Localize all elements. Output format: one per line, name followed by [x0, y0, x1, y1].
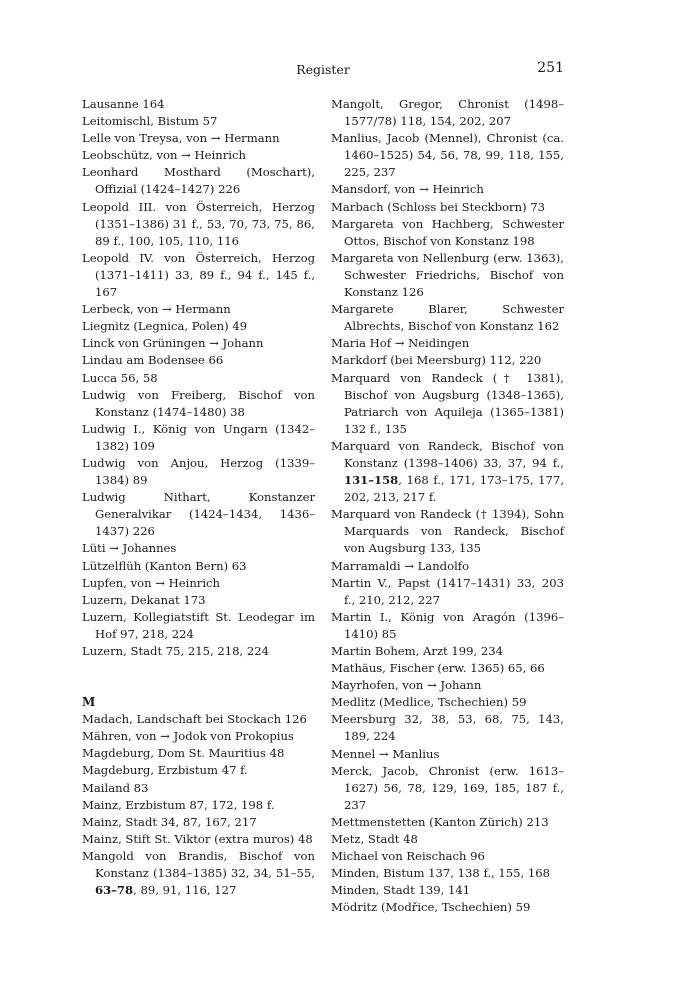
running-head: Register	[296, 62, 350, 77]
index-entry: Marramaldi → Landolfo	[331, 558, 470, 573]
index-entry: Marquard von Randeck († 1394), Sohn Marquards von Randeck, Bischof von Augsburg 133, 135	[331, 507, 564, 556]
index-entry: Luzern, Stadt 75, 215, 218, 224	[82, 644, 270, 658]
page-number: 251	[537, 60, 564, 76]
index-entry: Lelle von Treysa, von → Hermann	[82, 131, 280, 146]
left-entries-a	[82, 96, 315, 660]
index-entry: Lerbeck, von → Hermann	[82, 302, 231, 317]
letter-heading: M	[82, 695, 96, 710]
index-entry: Mainz, Stift St. Viktor (extra muros) 48	[82, 831, 313, 846]
index-entry: Lupfen, von → Heinrich	[82, 575, 221, 590]
index-entry: Michael von Reischach 96	[331, 849, 485, 864]
index-entry: Lucca 56, 58	[82, 370, 158, 385]
index-entry: Lindau am Bodensee 66	[82, 353, 224, 368]
index-entry: Medlitz (Medlice, Tschechien) 59	[331, 695, 527, 710]
index-entry: Lützelflüh (Kanton Bern) 63	[82, 558, 247, 573]
index-entry: Ludwig I., König von Ungarn (1342–1382) 109	[82, 421, 315, 453]
index-columns	[82, 96, 564, 917]
index-entry: Manlius, Jacob (Mennel), Chronist (ca. 1460–1525) 54, 56, 78, 99, 118, 155, 225, 237	[331, 131, 564, 180]
index-entry: Leopold III. von Österreich, Herzog (1351–1386) 31 f., 53, 70, 73, 75, 86, 89 f., 100, 105, 110, 116	[82, 199, 315, 248]
index-entry: Mainz, Stadt 34, 87, 167, 217	[82, 814, 257, 829]
index-entry: Leitomischl, Bistum 57	[82, 114, 218, 129]
index-entry: Mathäus, Fischer (erw. 1365) 65, 66	[331, 661, 545, 676]
index-entry: Ludwig von Anjou, Herzog (1339–1384) 89	[82, 455, 315, 488]
left-entries-b	[82, 711, 315, 899]
index-entry: Mansdorf, von → Heinrich	[331, 182, 484, 197]
index-entry: Mangold von Brandis, Bischof von Konstanz (1384–1385) 32, 34, 51–55, 63–78, 89, 91, 116, 127	[82, 848, 315, 898]
index-entry: Leonhard Mosthard (Moschart), Offizial (1424–1427) 226	[82, 165, 315, 197]
index-entry: Maria Hof → Neidingen	[331, 336, 470, 351]
index-entry: Magdeburg, Erzbistum 47 f.	[82, 763, 248, 778]
index-entry: Leobschütz, von → Heinrich	[82, 148, 246, 163]
section-gap	[82, 660, 315, 694]
index-entry: Margareta von Hachberg, Schwester Ottos, Bischof von Konstanz 198	[331, 216, 564, 248]
index-entry: Leopold IV. von Österreich, Herzog (1371–1411) 33, 89 f., 94 f., 145 f., 167	[82, 250, 315, 300]
index-entry: Madach, Landschaft bei Stockach 126	[82, 712, 307, 727]
index-entry: Marquard von Randeck, Bischof von Konstanz (1398–1406) 33, 37, 94 f., 131–158, 168 f., 171, 173–175, 177, 202, 213, 217 f.	[331, 438, 564, 505]
index-entry: Mangolt, Gregor, Chronist (1498–1577/78) 118, 154, 202, 207	[331, 97, 564, 129]
index-entry: Linck von Grüningen → Johann	[82, 336, 264, 351]
main-reference: 131–158	[344, 473, 399, 488]
index-entry: Magdeburg, Dom St. Mauritius 48	[82, 746, 285, 761]
index-entry: Merck, Jacob, Chronist (erw. 1613–1627) 56, 78, 129, 169, 185, 187 f., 237	[331, 763, 564, 812]
index-entry: Luzern, Dekanat 173	[82, 592, 206, 607]
right-column	[331, 96, 564, 917]
index-entry: Ludwig von Freiberg, Bischof von Konstanz (1474–1480) 38	[82, 387, 315, 419]
index-entry: Lausanne 164	[82, 97, 165, 111]
index-entry: Lüti → Johannes	[82, 541, 177, 556]
index-entry: Mainz, Erzbistum 87, 172, 198 f.	[82, 797, 275, 812]
index-entry: Liegnitz (Legnica, Polen) 49	[82, 319, 248, 334]
index-entry: Martin Bohem, Arzt 199, 234	[331, 644, 504, 658]
index-entry: Mähren, von → Jodok von Prokopius	[82, 729, 294, 744]
index-entry: Mayrhofen, von → Johann	[331, 678, 482, 693]
index-entry: Meersburg 32, 38, 53, 68, 75, 143, 189, 224	[331, 712, 564, 744]
page-header	[82, 58, 564, 82]
index-entry: Mailand 83	[82, 780, 149, 795]
index-entry: Margarete Blarer, Schwester Albrechts, Bischof von Konstanz 162	[331, 302, 564, 334]
index-entry: Mödritz (Modřice, Tschechien) 59	[331, 900, 531, 915]
left-column	[82, 96, 315, 917]
index-entry: Minden, Bistum 137, 138 f., 155, 168	[331, 866, 551, 881]
index-entry: Margareta von Nellenburg (erw. 1363), Schwester Friedrichs, Bischof von Konstanz 126	[331, 250, 564, 300]
index-entry: Minden, Stadt 139, 141	[331, 883, 471, 898]
index-entry: Mennel → Manlius	[331, 746, 440, 761]
index-entry: Martin I., König von Aragón (1396–1410) 85	[331, 609, 564, 641]
index-entry: Martin V., Papst (1417–1431) 33, 203 f., 210, 212, 227	[331, 575, 564, 607]
index-entry: Marbach (Schloss bei Steckborn) 73	[331, 199, 546, 214]
index-entry: Metz, Stadt 48	[331, 832, 418, 847]
index-entry: Mettmenstetten (Kanton Zürich) 213	[331, 814, 549, 829]
index-entry: Markdorf (bei Meersburg) 112, 220	[331, 353, 542, 368]
right-entries	[331, 96, 564, 917]
main-reference: 63–78	[95, 883, 134, 898]
index-entry: Ludwig Nithart, Konstanzer Generalvikar (1424–1434, 1436–1437) 226	[82, 490, 315, 539]
index-entry: Luzern, Kollegiatstift St. Leodegar im Hof 97, 218, 224	[82, 609, 315, 641]
index-entry: Marquard von Randeck († 1381), Bischof von Augsburg (1348–1365), Patriarch von Aquileja (1365–1381) 132 f., 135	[331, 370, 564, 436]
